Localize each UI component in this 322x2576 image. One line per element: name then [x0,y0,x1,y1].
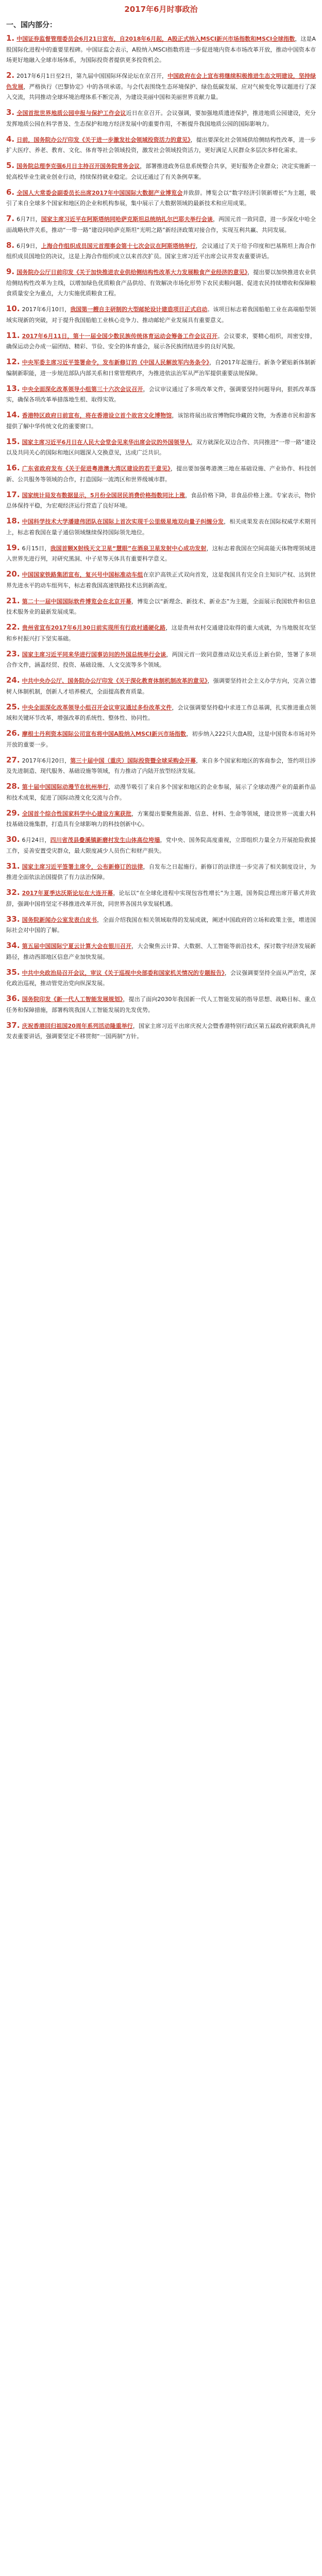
item-body-text: ，双方就深化双边合作、共同推进“一带一路”建设以及共同关心的国际和地区问题深入交换意见，达成广泛共识。 [6,438,316,456]
item-highlight-text: 广东省政府发布《关于促进粤港澳大湾区建设的若干意见》 [22,465,171,472]
item-number: 20. [6,569,20,579]
item-highlight-text: 全国首个综合性国家科学中心建设方案获批 [22,810,132,817]
item-number: 28. [6,782,20,791]
item-body-text: ，这标志着我国在空间高能天体物理领域进入世界先进行列，对研究黑洞、中子星等天体具有重要科学意义。 [6,545,316,562]
item-body-text: 并致辞。博览会以“数字经济引领新增长”为主题，吸引了来自全球多个国家和地区的企业和机构参展，集中展示了大数据领域的最新技术和应用成果。 [6,189,316,207]
title-bar [6,0,316,18]
news-item [6,70,316,103]
news-item [6,808,316,830]
article [0,0,322,1042]
item-highlight-text: 国务院新闻办公室发表白皮书 [22,916,97,923]
news-item [6,383,316,405]
item-number: 16. [6,463,20,472]
item-highlight-text: 香港特区政府日前宣布，将在香港设立首个故宫文化博物馆 [22,412,172,419]
item-highlight-text: 中央全面深化改革领导小组召开会议审议通过多份改革文件 [22,704,172,711]
item-body-text: ，该馆将展出故宫博物院珍藏的文物，为香港市民和游客提供了解中华传统文化的重要窗口。 [6,412,316,430]
item-number: 2. [6,71,15,80]
news-item [6,410,316,432]
item-body-text: ，自发布之日起施行。新修订的法律进一步完善了相关制度设计，为推进全面依法治国提供了有力法治保障。 [6,863,316,880]
item-highlight-text: 摩根士丹利资本国际公司宣布将中国A股纳入MSCI新兴市场指数 [22,731,187,737]
news-item [6,240,316,262]
item-highlight-text: 中共中央政治局召开会议，审议《关于巡视中央部委和国家机关情况的专题报告》 [22,969,225,976]
item-body-text: 。会议要求，要精心组织，周密安排，确保运动会办成一届团结、精彩、节俭、安全的体育盛会，展示各民族团结进步的良好风貌。 [6,332,316,350]
item-highlight-text: 中央军委主席习近平签署命令，发布新修订的《中国人民解放军内务条令》 [22,359,210,366]
news-item [6,516,316,538]
item-highlight-text: 中央全面深化改革领导小组第三十六次会议召开 [22,385,143,393]
item-highlight-text: 四川省茂县叠溪镇新磨村发生山体高位垮塌 [50,837,160,843]
item-highlight-text: 全国首批世界地质公园申报与保护工作会议 [16,110,126,116]
item-body-text: ，会议通过了关于给予印度和巴基斯坦上海合作组织成员国地位的决议，这是上海合作组织成立以来首次扩员。国家主席习近平出席会议并发表重要讲话。 [6,242,316,260]
item-number: 6. [6,187,15,197]
item-highlight-text: 中国政府在会上宣布将继续积极推进生态文明建设，坚持绿色发展 [6,73,316,90]
item-body-text: ，食品价格下降，非食品价格上涨。专家表示，物价总体保持平稳，为宏观经济运行营造了良好环境。 [6,492,316,509]
news-list [6,33,316,1042]
item-body-text: ，大会聚焦云计算、大数据、人工智能等前沿技术，探讨数字经济发展新路径，推动西部地区信息产业加快发展。 [6,943,316,960]
news-item [6,675,316,697]
item-body-text: ，博览会以“新理念、新技术、新业态”为主题，全面展示我国软件和信息技术服务业的最新发展成果。 [6,598,316,615]
news-item [6,596,316,618]
item-number: 24. [6,675,20,685]
item-highlight-text: 全国人大常委会副委员长出席2017年中国国际大数据产业博览会 [16,189,183,196]
item-number: 22. [6,622,20,632]
item-highlight-text: 第三十届中国（重庆）国际投资暨全球采购会开幕 [70,757,196,764]
item-highlight-text: 国务院办公厅日前印发《关于加快推进农业供给侧结构性改革大力发展粮食产业经济的意见》 [16,269,248,276]
item-highlight-text: 国家主席习近平6月日在人民大会堂会见来华出席会议的外国领导人 [22,438,191,446]
item-body-text: ，方案提出要聚焦能源、信息、材料、生命等领域，建设世界一流重大科技基础设施集群，打造具有全球影响力的科技创新中心。 [6,810,316,827]
news-item [6,543,316,565]
item-body-text: ，论坛以“在全球化进程中实现包容性增长”为主题，国务院总理出席开幕式并致辞，强调中国将坚定不移推进改革开放，同世界各国共享发展机遇。 [6,890,316,907]
item-lead-text: 2017年6月10日， [22,306,71,313]
item-number: 33. [6,914,20,924]
item-number: 10. [6,304,20,313]
news-item [6,834,316,856]
item-body-text: ，会议强调要坚持全面从严治党，深化政治巡视，推动管党治党向纵深发展。 [6,969,316,987]
news-item [6,702,316,724]
item-highlight-text: 国家主席习近平同来华进行国事访问的外国总统举行会谈 [22,651,166,658]
news-item [6,33,316,66]
news-item [6,914,316,936]
item-body-text: ，会议强调要坚持稳中求进工作总基调，扎实推进重点领域和关键环节改革，增强改革的系统性、整体性、协同性。 [6,704,316,721]
news-item [6,569,316,591]
news-item [6,134,316,156]
item-highlight-text: 国家主席习近平在阿斯塔纳同哈萨克斯坦总统纳扎尔巴耶夫举行会谈 [41,216,213,223]
item-highlight-text: 国家主席习近平签署主席令，公布新修订的法律 [22,863,143,870]
news-item [6,649,316,671]
news-item [6,861,316,883]
item-body-text: ，初步纳入222只大盘A股，这是中国资本市场对外开放的重要一步。 [6,731,316,748]
item-body-text: ，提出要加强粤港澳三地在基础设施、产业协作、科技创新、公共服务等领域的合作，打造国际一流湾区和世界级城市群。 [6,465,316,483]
news-item [6,489,316,512]
news-item [6,1020,316,1042]
news-item [6,967,316,989]
item-highlight-text: 庆祝香港回归祖国20周年系列活动隆重举行 [22,1022,133,1029]
item-highlight-text: 我国第一艘自主研制的大型邮轮设计建造项目正式启动 [70,306,208,313]
item-body-text: ，两国元首一致同意，进一步深化中哈全面战略伙伴关系，推动“一带一路”建设同哈萨克斯坦“光明之路”新经济政策对接合作，实现互利共赢、共同发展。 [6,216,316,233]
item-lead-text: 6月24日， [22,837,50,843]
item-body-text: ，动漫节吸引了来自多个国家和地区的企业参展，展示了全球动漫产业的最新作品和技术成果，促进了国际动漫文化交流与合作。 [6,784,316,801]
item-number: 12. [6,357,20,366]
news-item [6,266,316,299]
item-number: 29. [6,808,20,818]
item-number: 25. [6,702,20,711]
item-body-text: ，这是A股国际化进程中的重要里程碑。中国证监会表示，A股纳入MSCI指数将进一步促进境内资本市场改革开放，推动中国资本市场更好地融入全球市场体系，为国际投资者提供更多投资机会。 [6,36,316,63]
item-number: 17. [6,489,20,499]
item-body-text: ，提出要深化社会领域供给侧结构性改革，进一步扩大医疗、养老、教育、文化、体育等社会领域投资，激发社会领域投资活力，更好满足人民群众多层次多样化需求。 [6,136,316,154]
item-number: 4. [6,134,15,144]
item-body-text: ，党中央、国务院高度重视，立即组织力量全力开展抢险救援工作，妥善安置受灾群众，最大限度减少人员伤亡和财产损失。 [6,837,316,854]
item-highlight-text: 第十届中国国际动漫节在杭州举行 [22,784,109,790]
item-highlight-text: 2017年6月11日，第十一届全国少数民族传统体育运动会筹备工作会议召开 [22,332,218,340]
item-number: 26. [6,728,20,738]
news-item [6,187,316,209]
item-body-text: ，部署推进政务信息系统整合共享，更好服务企业群众；决定实施新一轮高校毕业生就业创业行动，持续保持就业稳定。会议还通过了有关条例草案。 [6,163,316,180]
news-item [6,887,316,909]
item-body-text: ，自2017年起施行。新条令紧贴新体制新编制新职能，进一步规范部队内部关系和日常管理秩序，为推进依法治军从严治军提供重要法规保障。 [6,359,316,377]
item-highlight-text: 贵州省宣布2017年6月30日前实现所有行政村通硬化路 [22,624,166,631]
item-highlight-text: 2017年夏季达沃斯论坛在大连开幕 [22,890,113,896]
item-number: 31. [6,861,20,871]
news-item [6,940,316,962]
item-number: 30. [6,835,20,844]
item-highlight-text: 国家统计局发布数据显示，5月份全国居民消费价格指数同比上涨 [22,492,185,499]
news-item [6,160,316,182]
item-highlight-text: 中国国家铁路集团宣布，复兴号中国标准动车组 [22,571,143,578]
item-highlight-text: 上海合作组织成员国元首理事会第十七次会议在阿斯塔纳举行 [41,242,196,249]
item-number: 19. [6,543,20,552]
item-number: 13. [6,383,20,393]
item-number: 7. [6,214,15,223]
item-highlight-text: 第五届中国国际宁夏云计算大会在银川召开 [22,943,132,950]
item-number: 21. [6,596,20,605]
news-item [6,330,316,352]
item-highlight-text: 第二十一届中国国际软件博览会在北京开幕 [22,598,132,605]
news-item [6,463,316,485]
item-body-text: ，强调要坚持社会主义办学方向，完善立德树人体制机制，创新人才培养模式，全面提高教育质量。 [6,677,316,695]
item-number: 36. [6,994,20,1003]
news-item [6,622,316,644]
news-item [6,357,316,379]
item-number: 23. [6,649,20,658]
section-heading: 一、国内部分： [6,21,57,29]
news-item [6,728,316,750]
item-number: 11. [6,330,20,340]
item-highlight-text: 中国证券监督管理委员会6月21日宣布，自2018年6月起，A股正式纳入MSCI新兴市场指数和MSCI全球指数 [16,36,295,42]
news-item [6,993,316,1015]
news-item [6,303,316,326]
item-highlight-text: 国务院印发《新一代人工智能发展规划》 [22,996,123,1003]
item-highlight-text: 国务院总理李克强6月日主持召开国务院常务会议 [16,163,140,170]
news-item [6,755,316,777]
item-body-text: ，国家主席习近平出席庆祝大会暨香港特别行政区第五届政府就职典礼并发表重要讲话，强调要坚定不移贯彻“一国两制”方针。 [6,1022,316,1040]
news-item [6,107,316,129]
item-number: 27. [6,755,20,765]
item-lead-text: 2017年6月20日， [22,757,71,764]
item-body-text: 近日在京召开。会议强调，要加强地质遗迹保护，推进地质公园建设，充分发挥地质公园在科学普及、生态保护和地方经济发展中的重要作用，不断提升我国地质公园的国际影响力。 [6,110,316,127]
item-number: 34. [6,941,20,950]
item-highlight-text: 我国首颗X射线天文卫星“慧眼”在酒泉卫星发射中心成功发射 [50,545,207,552]
item-body-text: ，严格执行《巴黎协定》中的各项承诺。与会代表围绕生态环境保护、绿色低碳发展、应对气候变化等议题进行了深入交流，共同推动全球环境治理体系不断完善，为建设美丽中国和美丽世界贡献力量。 [6,83,316,100]
item-number: 5. [6,161,15,170]
item-body-text: ，全面介绍我国在相关领域取得的发展成就，阐述中国政府的立场和政策主张，增进国际社会对中国的了解。 [6,916,316,934]
item-body-text: ，两国元首一致同意推动双边关系迈上新台阶，签署了多项合作文件，涵盖经贸、投资、基础设施、人文交流等多个领域。 [6,651,316,668]
news-item [6,213,316,235]
item-body-text: ，会议审议通过了多项改革文件，强调要坚持问题导向，狠抓改革落实，确保各项改革举措落地生根、取得实效。 [6,385,316,403]
page-title: 2017年6月时事政治 [124,4,198,14]
item-lead-text: 6月9日， [16,242,41,249]
item-number: 37. [6,1020,20,1030]
item-number: 32. [6,888,20,897]
item-number: 3. [6,108,15,117]
item-number: 9. [6,267,15,276]
item-number: 35. [6,967,20,977]
item-highlight-text: 日前，国务院办公厅印发《关于进一步激发社会领域投资活力的意见》 [16,136,191,143]
item-highlight-text: 中国科学技术大学潘建伟团队在国际上首次实现千公里级星地双向量子纠缠分发 [22,518,224,525]
item-highlight-text: 中共中央办公厅、国务院办公厅印发《关于深化教育体制机制改革的意见》 [22,677,208,684]
news-item [6,781,316,803]
item-body-text: ，这是贵州农村交通建设取得的重大成就，为当地脱贫攻坚和乡村振兴打下坚实基础。 [6,624,316,642]
item-body-text: 。该项目标志着我国船舶工业在高端船型领域实现新的突破，对于提升我国船舶工业核心竞争力、推动邮轮产业发展具有重要意义。 [6,306,316,324]
item-body-text: 在京沪高铁正式双向首发，这是我国具有完全自主知识产权、达到世界先进水平的动车组列车，标志着我国高速铁路技术达到新高度。 [6,571,316,589]
item-lead-text: 2017年6月1日至2日，第九届中国国际环保论坛在京召开， [16,73,168,79]
item-body-text: ，提出了面向2030年我国新一代人工智能发展的指导思想、战略目标、重点任务和保障措施，部署构筑我国人工智能发展的先发优势。 [6,996,316,1013]
item-body-text: ，相关成果发表在国际权威学术期刊上，标志着我国在量子通信领域继续保持国际领先地位。 [6,518,316,536]
item-number: 15. [6,436,20,446]
item-body-text: ，提出要以加快推进农业供给侧结构性改革为主线，以增加绿色优质粮食产品供给、有效解决市场化形势下农民卖粮问题、促进农民持续增收和保障粮食质量安全为重点，大力实施优质粮食工程。 [6,269,316,297]
item-number: 1. [6,33,15,43]
news-item [6,436,316,459]
item-lead-text: 6月7日， [16,216,41,223]
item-number: 8. [6,240,15,250]
item-number: 18. [6,516,20,526]
item-lead-text: 6月15日， [22,545,50,552]
item-number: 14. [6,410,20,419]
item-body-text: ，来自多个国家和地区的客商参会，签约项目涉及先进制造、现代服务、基础设施等领域，有力推动了内陆开放型经济发展。 [6,757,316,774]
